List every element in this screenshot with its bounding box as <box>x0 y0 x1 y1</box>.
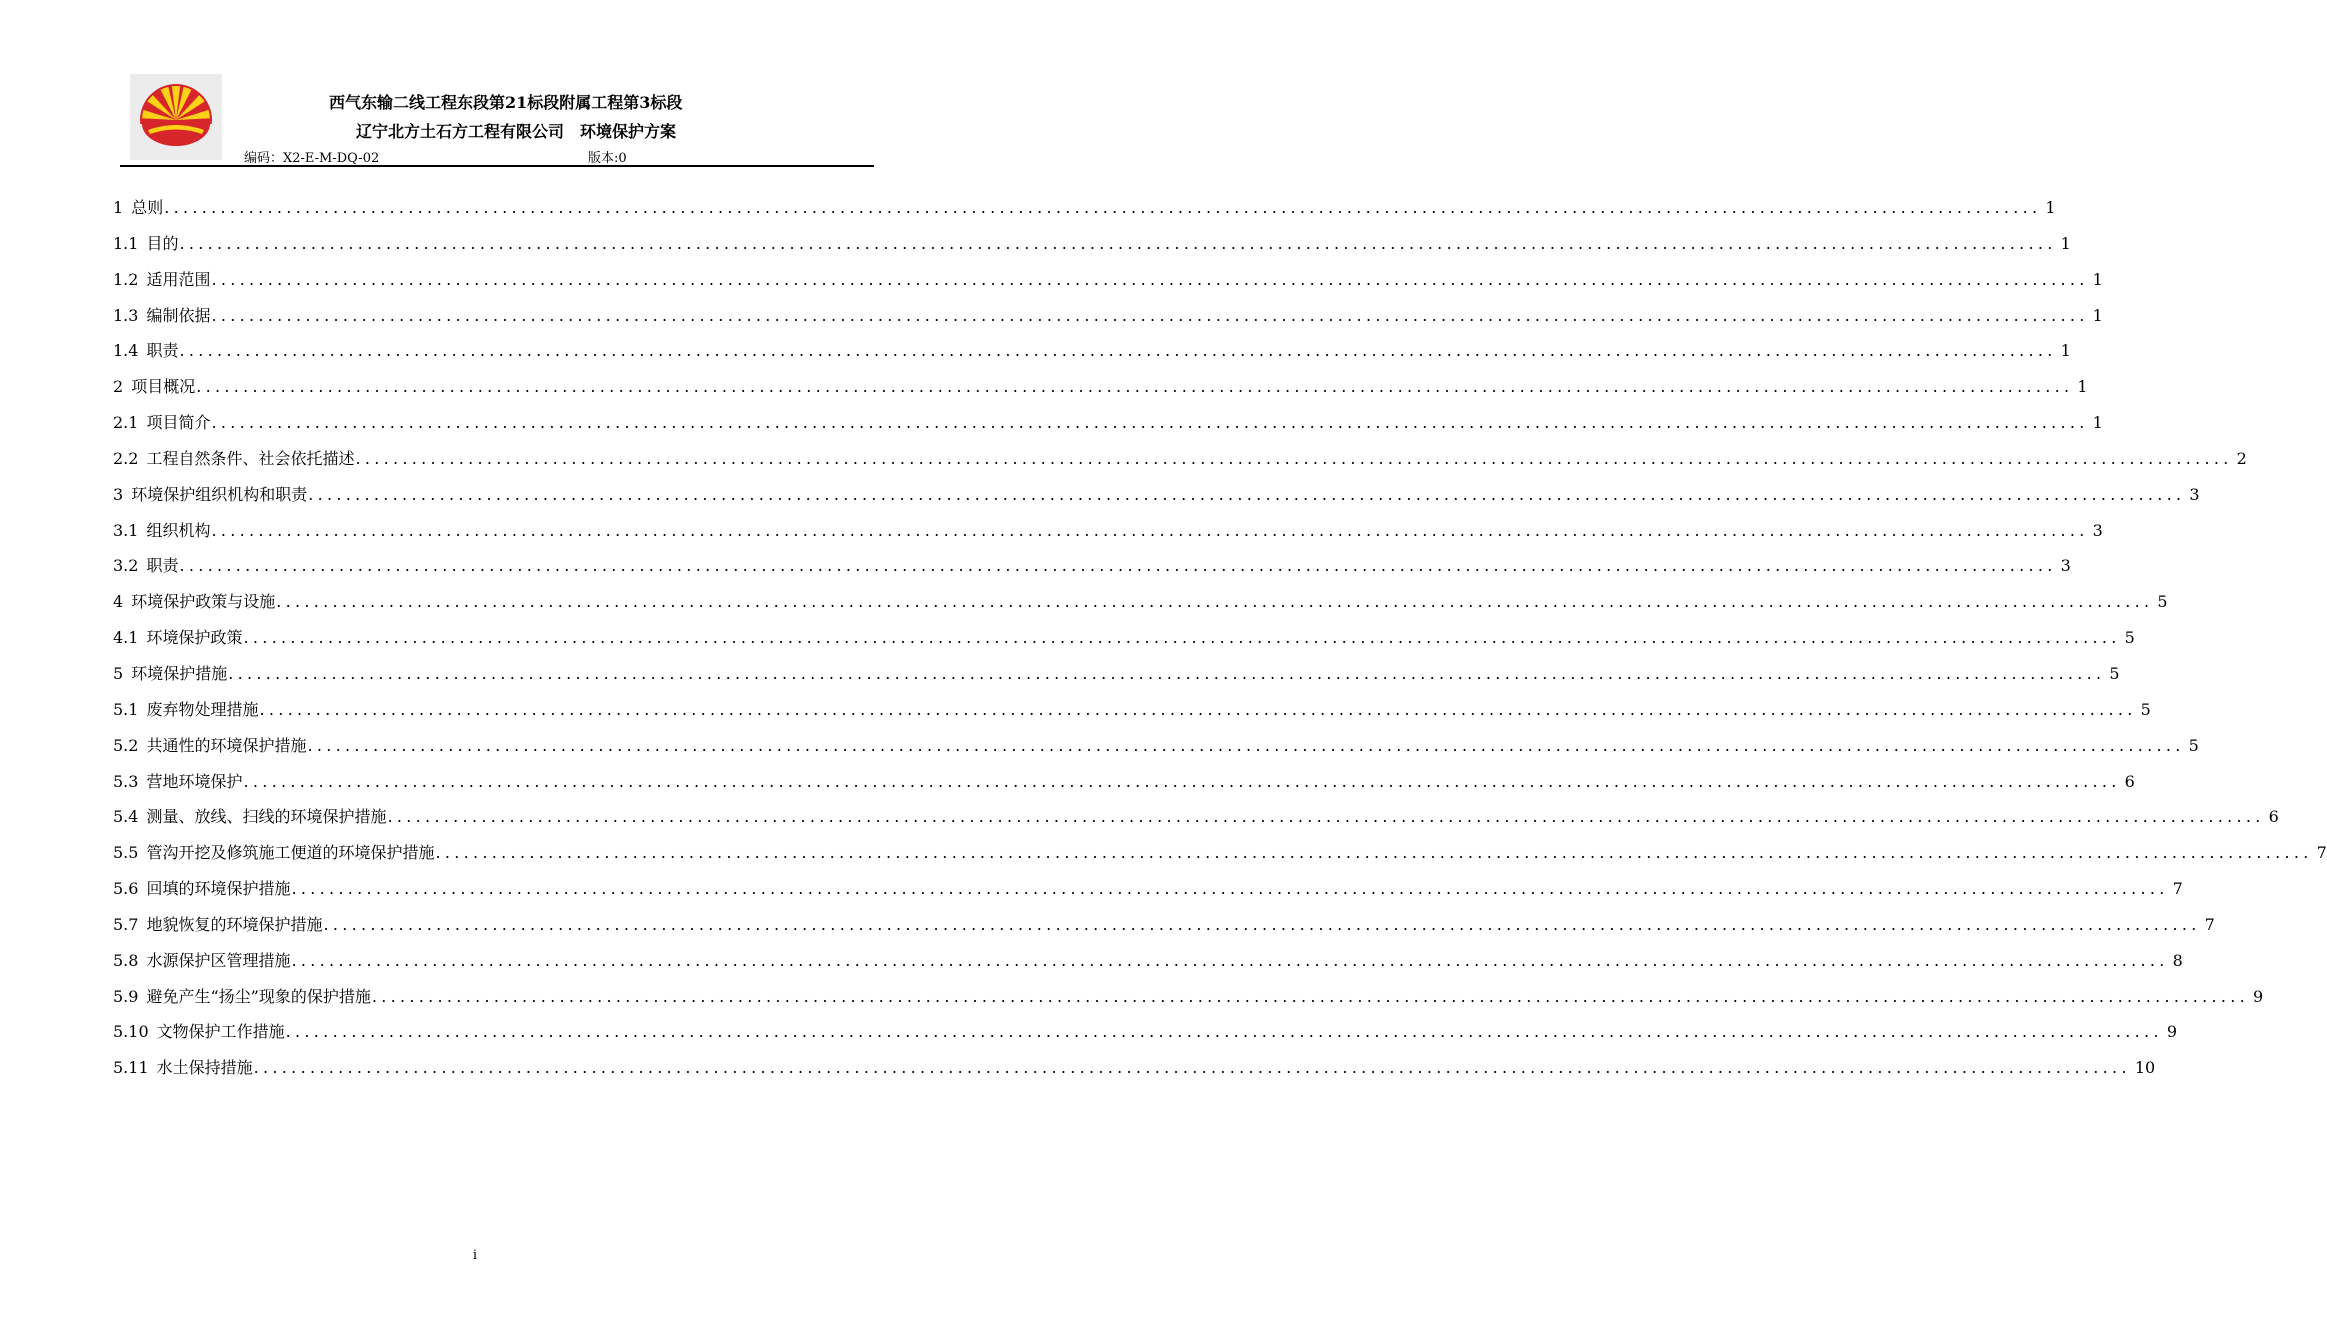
page-number: i <box>472 1248 478 1263</box>
toc-dot-leader: ........................................................................................................................................................................................................ <box>285 1022 2163 1042</box>
toc-entry-page: 5 <box>2140 699 2151 719</box>
toc-entry-title: 环境保护政策 <box>146 628 243 648</box>
toc-entry-number: 5.8 <box>113 950 139 970</box>
toc-entry-number: 4 <box>113 592 124 612</box>
toc-entry-title: 地貌恢复的环境保护措施 <box>146 914 323 934</box>
toc-entry[interactable] <box>113 1014 2178 1050</box>
toc-entry-number: 5.10 <box>113 1022 149 1042</box>
toc-entry[interactable] <box>113 477 2200 513</box>
toc-entry-title: 职责 <box>146 341 179 361</box>
toc-entry[interactable] <box>113 764 2135 800</box>
toc-entry-page: 10 <box>2134 1058 2156 1078</box>
toc-entry-page: 1 <box>2045 198 2056 217</box>
toc-entry-number: 5 <box>113 663 124 683</box>
toc-entry[interactable] <box>113 692 2151 728</box>
toc-entry[interactable] <box>113 548 2071 584</box>
toc-entry[interactable] <box>113 620 2135 656</box>
toc-entry-page: 3 <box>2189 484 2200 504</box>
toc-entry-page: 1 <box>2077 377 2088 397</box>
toc-entry[interactable] <box>113 943 2183 979</box>
toc-entry-title: 组织机构 <box>146 520 211 540</box>
table-of-contents <box>113 190 2327 1086</box>
toc-entry-title: 编制依据 <box>146 305 211 325</box>
toc-dot-leader: ........................................................................................................................................................................................................ <box>211 413 2089 433</box>
toc-entry[interactable] <box>113 799 2279 835</box>
header-divider <box>120 165 874 167</box>
toc-entry-page: 5 <box>2109 663 2120 683</box>
toc-entry[interactable] <box>113 584 2168 620</box>
toc-entry-page: 9 <box>2253 986 2264 1006</box>
toc-entry-number: 1.3 <box>113 305 139 325</box>
toc-dot-leader: ........................................................................................................................................................................................................ <box>179 233 2057 253</box>
toc-entry-page: 5 <box>2124 628 2135 648</box>
toc-entry-title: 回填的环境保护措施 <box>146 879 291 899</box>
toc-dot-leader: ........................................................................................................................................................................................................ <box>253 1058 2131 1078</box>
toc-entry-number: 5.3 <box>113 771 139 791</box>
toc-entry-number: 1.4 <box>113 341 139 361</box>
toc-entry-title: 职责 <box>146 556 179 576</box>
toc-entry[interactable] <box>113 979 2264 1015</box>
toc-dot-leader: ........................................................................................................................................................................................................ <box>243 771 2121 791</box>
toc-entry-number: 2.2 <box>113 448 139 468</box>
petrochina-logo-icon <box>130 74 222 160</box>
toc-dot-leader: ........................................................................................................................................................................................................ <box>307 735 2185 755</box>
toc-entry-number: 5.11 <box>113 1058 149 1078</box>
toc-entry-page: 3 <box>2060 556 2071 576</box>
toc-entry-title: 避免产生“扬尘”现象的保护措施 <box>146 986 371 1006</box>
toc-entry-page: 1 <box>2092 305 2103 325</box>
document-version: 版本:0 <box>588 151 627 166</box>
toc-entry-page: 3 <box>2092 520 2103 540</box>
toc-entry[interactable] <box>113 190 2056 226</box>
toc-entry-title: 环境保护政策与设施 <box>131 592 276 612</box>
toc-entry-number: 3.1 <box>113 520 139 540</box>
toc-entry[interactable] <box>113 656 2120 692</box>
toc-entry-title: 项目概况 <box>131 377 196 397</box>
toc-entry-title: 环境保护组织机构和职责 <box>131 484 308 504</box>
toc-dot-leader: ........................................................................................................................................................................................................ <box>291 950 2169 970</box>
toc-entry-number: 5.7 <box>113 914 139 934</box>
company-logo <box>130 74 222 160</box>
toc-entry-title: 共通性的环境保护措施 <box>146 735 307 755</box>
toc-entry-page: 5 <box>2157 592 2168 612</box>
toc-dot-leader: ........................................................................................................................................................................................................ <box>323 914 2201 934</box>
toc-dot-leader: ........................................................................................................................................................................................................ <box>435 843 2313 863</box>
toc-entry-page: 7 <box>2316 843 2327 863</box>
toc-entry-number: 4.1 <box>113 628 139 648</box>
toc-entry[interactable] <box>113 441 2247 477</box>
toc-entry-title: 文物保护工作措施 <box>156 1022 285 1042</box>
toc-entry-page: 1 <box>2092 413 2103 433</box>
toc-dot-leader: ........................................................................................................................................................................................................ <box>179 341 2057 361</box>
toc-entry-title: 管沟开挖及修筑施工便道的环境保护措施 <box>146 843 435 863</box>
toc-dot-leader: ........................................................................................................................................................................................................ <box>371 986 2250 1006</box>
toc-entry-title: 水源保护区管理措施 <box>146 950 291 970</box>
toc-entry-title: 测量、放线、扫线的环境保护措施 <box>146 807 387 827</box>
toc-entry[interactable] <box>113 871 2183 907</box>
toc-entry[interactable] <box>113 1050 2156 1086</box>
toc-entry-page: 6 <box>2268 807 2279 827</box>
toc-dot-leader: ........................................................................................................................................................................................................ <box>211 305 2089 325</box>
toc-entry-page: 2 <box>2236 448 2247 468</box>
toc-entry-number: 3 <box>113 484 124 504</box>
toc-entry-number: 5.6 <box>113 879 139 899</box>
toc-dot-leader: ........................................................................................................................................................................................................ <box>243 628 2121 648</box>
toc-entry-title: 环境保护措施 <box>131 663 228 683</box>
toc-dot-leader: ........................................................................................................................................................................................................ <box>196 377 2074 397</box>
toc-entry-page: 7 <box>2172 879 2183 899</box>
toc-entry-number: 2 <box>113 377 124 397</box>
toc-entry-number: 5.2 <box>113 735 139 755</box>
toc-entry-number: 1.1 <box>113 233 139 253</box>
toc-entry-number: 5.1 <box>113 699 139 719</box>
toc-dot-leader: ........................................................................................................................................................................................................ <box>355 448 2233 468</box>
toc-entry-number: 2.1 <box>113 413 139 433</box>
toc-entry-page: 1 <box>2060 233 2071 253</box>
toc-entry-page: 5 <box>2188 735 2199 755</box>
toc-dot-leader: ........................................................................................................................................................................................................ <box>211 269 2089 289</box>
toc-entry-page: 1 <box>2092 269 2103 289</box>
toc-entry-number: 3.2 <box>113 556 139 576</box>
toc-entry-number: 1 <box>113 198 124 217</box>
toc-entry[interactable] <box>113 728 2199 764</box>
toc-entry[interactable] <box>113 835 2327 871</box>
toc-entry-page: 7 <box>2204 914 2215 934</box>
toc-entry[interactable] <box>113 369 2088 405</box>
toc-dot-leader: ........................................................................................................................................................................................................ <box>164 198 2042 217</box>
header-title-line2: 辽宁北方土石方工程有限公司 环境保护方案 <box>356 122 677 141</box>
toc-entry[interactable] <box>113 907 2215 943</box>
toc-dot-leader: ........................................................................................................................................................................................................ <box>308 484 2186 504</box>
toc-entry-title: 废弃物处理措施 <box>146 699 259 719</box>
document-code: 编码：X2-E-M-DQ-02 <box>244 151 380 166</box>
toc-entry-page: 6 <box>2124 771 2135 791</box>
toc-entry-number: 5.9 <box>113 986 139 1006</box>
toc-entry-title: 营地环境保护 <box>146 771 243 791</box>
toc-entry[interactable] <box>113 513 2103 549</box>
toc-dot-leader: ........................................................................................................................................................................................................ <box>228 663 2106 683</box>
toc-entry-title: 总则 <box>131 198 164 217</box>
toc-dot-leader: ........................................................................................................................................................................................................ <box>211 520 2089 540</box>
toc-dot-leader: ........................................................................................................................................................................................................ <box>276 592 2154 612</box>
toc-entry-page: 1 <box>2060 341 2071 361</box>
toc-entry[interactable] <box>113 262 2103 298</box>
toc-entry-number: 5.5 <box>113 843 139 863</box>
toc-entry-title: 水土保持措施 <box>156 1058 253 1078</box>
toc-entry-number: 5.4 <box>113 807 139 827</box>
toc-dot-leader: ........................................................................................................................................................................................................ <box>387 807 2265 827</box>
toc-dot-leader: ........................................................................................................................................................................................................ <box>291 879 2169 899</box>
toc-entry[interactable] <box>113 226 2071 262</box>
toc-dot-leader: ........................................................................................................................................................................................................ <box>179 556 2057 576</box>
toc-entry-title: 工程自然条件、社会依托描述 <box>146 448 355 468</box>
toc-entry-page: 9 <box>2166 1022 2178 1042</box>
toc-entry-title: 目的 <box>146 233 179 253</box>
toc-entry[interactable] <box>113 405 2103 441</box>
toc-entry-number: 1.2 <box>113 269 139 289</box>
toc-entry[interactable] <box>113 298 2103 334</box>
toc-entry-title: 项目简介 <box>146 413 211 433</box>
toc-entry[interactable] <box>113 333 2071 369</box>
toc-entry-page: 8 <box>2172 950 2183 970</box>
toc-entry-title: 适用范围 <box>146 269 211 289</box>
toc-dot-leader: ........................................................................................................................................................................................................ <box>259 699 2137 719</box>
header-title-line1: 西气东输二线工程东段第21标段附属工程第3标段 <box>329 93 683 112</box>
